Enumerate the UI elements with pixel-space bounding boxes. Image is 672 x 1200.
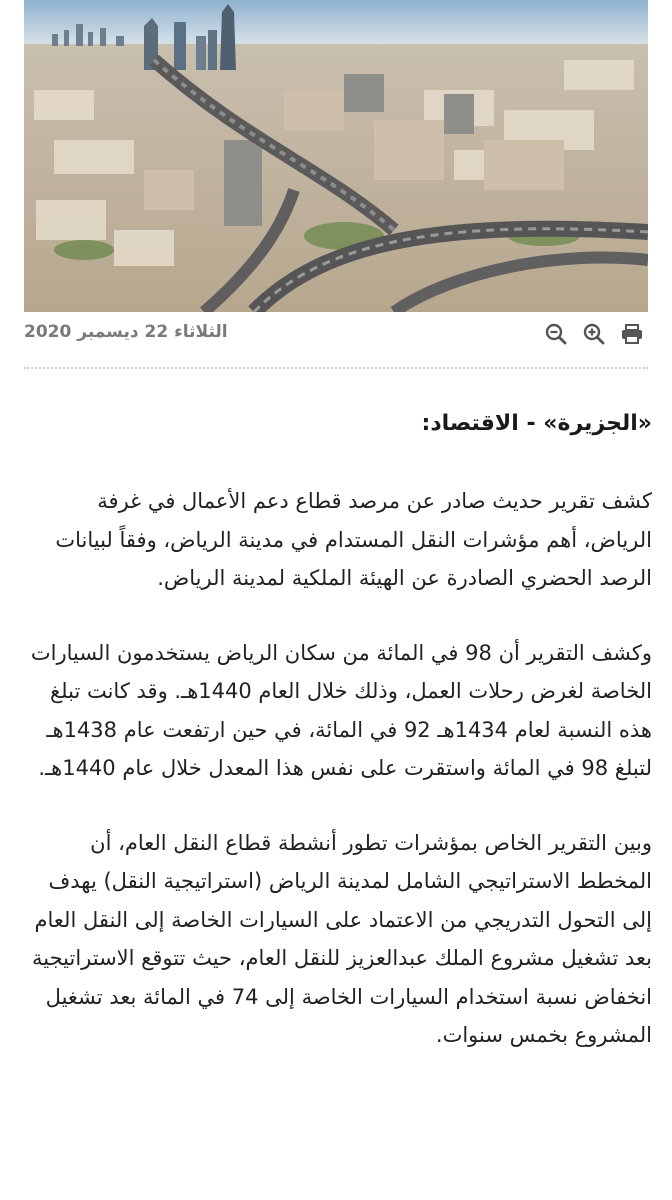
print-icon[interactable] (620, 322, 644, 346)
riyadh-skyline-illustration (24, 0, 648, 312)
zoom-in-icon[interactable] (582, 322, 606, 346)
article-paragraph: كشف تقرير حديث صادر عن مرصد قطاع دعم الأعمال في غرفة الرياض، أهم مؤشرات النقل المستدام في مدينة الرياض، وفقاً لبيانات الرصد الحضري الصادرة عن الهيئة الملكية لمدينة الرياض. (55, 489, 652, 590)
hero-image (24, 0, 648, 312)
zoom-out-icon[interactable] (544, 322, 568, 346)
article-body (24, 402, 652, 1091)
article-tools (544, 322, 644, 346)
article-paragraph: وبين التقرير الخاص بمؤشرات تطور أنشطة قطاع النقل العام، أن المخطط الاستراتيجي الشامل لمدينة الرياض (استراتيجية النقل) يهدف إلى التحول التدريجي من الاعتماد على السيارات الخاصة إلى النقل العام بعد تشغيل مشروع الملك عبدالعزيز للنقل العام، حيث تتوقع الاستراتيجية انخفاض نسبة استخدام السيارات الخاصة إلى 74 في المائة بعد تشغيل المشروع بخمس سنوات. (31, 830, 652, 1047)
publish-date: الثلاثاء 22 ديسمبر 2020 (24, 322, 228, 342)
meta-divider (24, 367, 648, 369)
article-meta-bar (24, 314, 648, 358)
article-paragraph: وكشف التقرير أن 98 في المائة من سكان الرياض يستخدمون السيارات الخاصة لغرض رحلات العمل، وذلك خلال العام 1440هـ. وقد كانت تبلغ هذه النسبة لعام 1434هـ 92 في المائة، في حين ارتفعت عام 1438هـ لتبلغ 98 في المائة واستقرت على نفس هذا المعدل خلال عام 1440هـ. (30, 640, 652, 780)
article-byline: «الجزيرة» - الاقتصاد: (421, 411, 652, 436)
